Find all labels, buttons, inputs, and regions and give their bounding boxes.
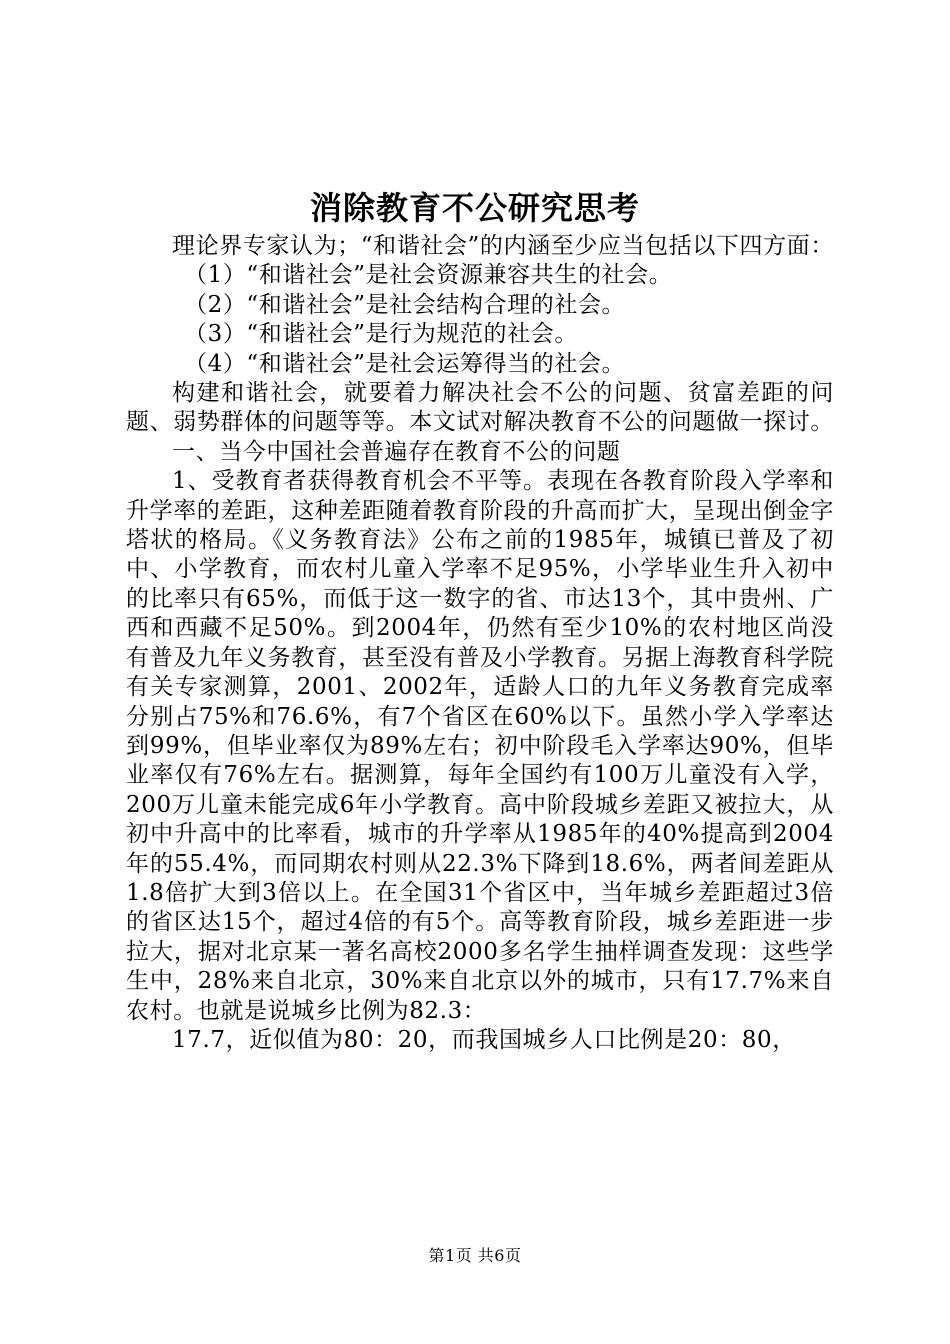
- document-title: 消除教育不公研究思考: [309, 189, 640, 227]
- page-footer: 第1页 共6页: [428, 1246, 522, 1265]
- paragraph-3: 1、受教育者获得教育机会不平等。表现在各教育阶段入学率和升学率的差距，这种差距随着教育阶段的升高而扩大，呈现出倒金字塔状的格局。《义务教育法》公布之前的1985年，城镇已普及了初中、小学教育，而农村儿童入学率不足95%，小学毕业生升入初中的比率只有65%，而低于这一数字的省、市达13个，其中贵州、广西和西藏不足50%。到2004年，仍然有至少10%的农村地区尚没有普及九年义务教育，甚至没有普及小学教育。另据上海教育科学院有关专家测算，2001、2002年，适龄人口的九年义务教育完成率分别占75%和76.6%，有7个省区在60%以下。虽然小学入学率达到99%，但毕业率仅为89%左右；初中阶段毛入学率达90%，但毕业率仅有76%左右。据测算，每年全国约有100万儿童没有入学，200万儿童未能完成6年小学教育。高中阶段城乡差距又被拉大，从初中升高中的比率看，城市的升学率从1985年的40%提高到2004年的55.4%，而同期农村则从22.3%下降到18.6%，两者间差距从1.8倍扩大到3倍以上。在全国31个省区中，当年城乡差距超过3倍的省区达15个，超过4倍的有5个。高等教育阶段，城乡差距进一步拉大，据对北京某一著名高校2000多名学生抽样调查发现：这些学生中，28%来自北京，30%来自北京以外的城市，只有17.7%来自农村。也就是说城乡比例为82.3：: [126, 468, 834, 1024]
- document-body: [126, 232, 834, 1055]
- list-item-2: （2）“和谐社会”是社会结构合理的社会。: [184, 291, 626, 318]
- list-item-1: （1）“和谐社会”是社会资源兼容共生的社会。: [184, 262, 673, 289]
- section-heading-1: 一、当今中国社会普遍存在教育不公的问题: [172, 438, 621, 465]
- paragraph-2: 构建和谐社会，就要着力解决社会不公的问题、贫富差距的问题、弱势群体的问题等等。本文试对解决教育不公的问题做一探讨。: [126, 380, 834, 436]
- paragraph-4: 17.7，近似值为80：20，而我国城乡人口比例是20：80，: [172, 1026, 796, 1053]
- list-item-4: （4）“和谐社会”是社会运筹得当的社会。: [184, 350, 626, 377]
- list-item-3: （3）“和谐社会”是行为规范的社会。: [184, 321, 578, 348]
- intro-paragraph: 理论界专家认为；“和谐社会”的内涵至少应当包括以下四方面：: [172, 233, 834, 259]
